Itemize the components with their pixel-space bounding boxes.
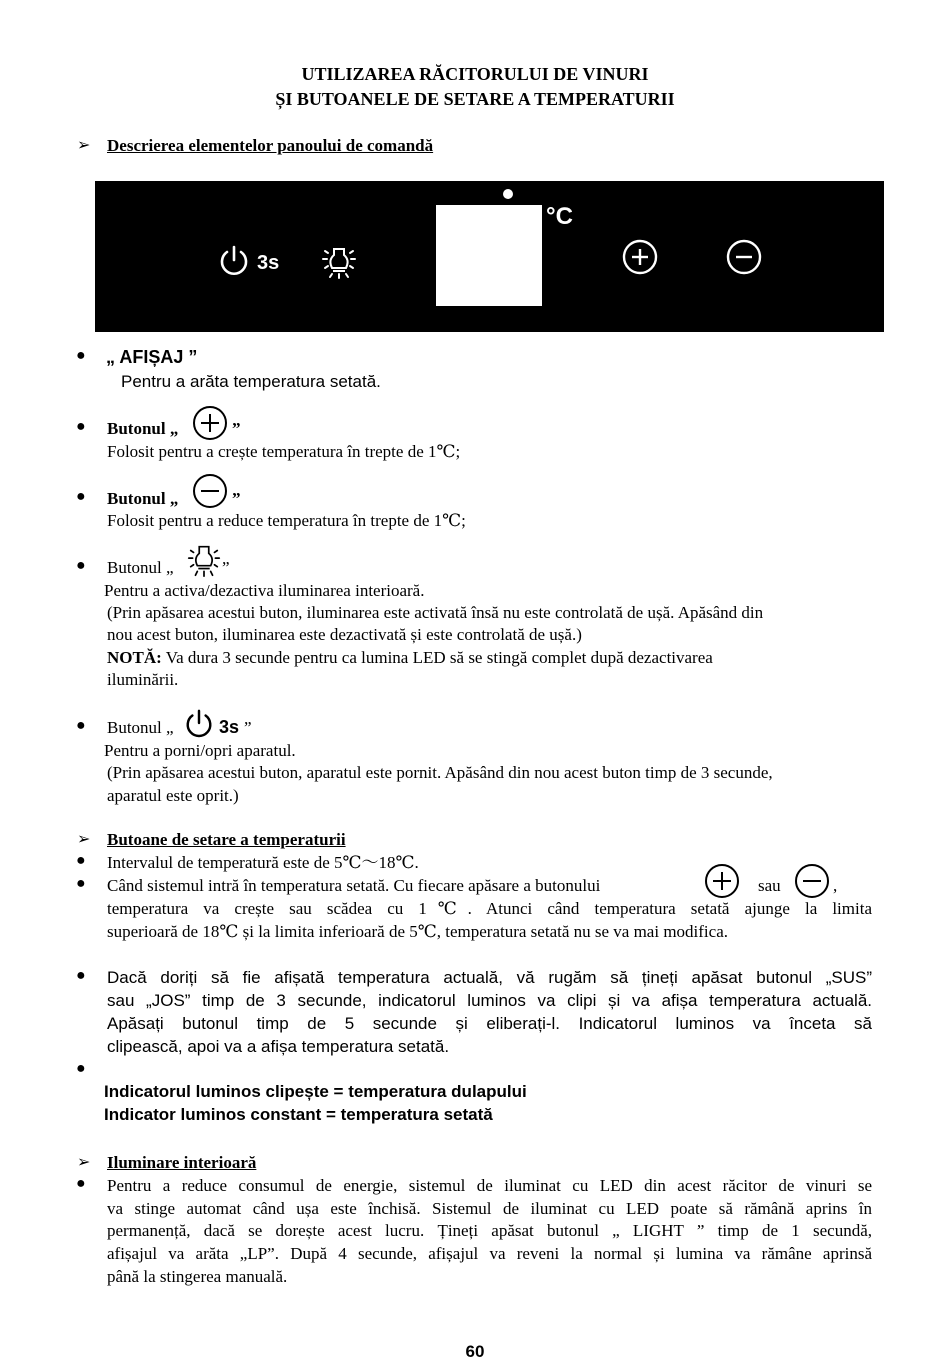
plus-icon	[191, 404, 229, 442]
display-item-desc: Pentru a arăta temperatura setată.	[121, 372, 381, 391]
bullet-icon: ●	[76, 852, 86, 869]
indicator-steady-text: Indicator luminos constant = temperatura setată	[104, 1105, 493, 1124]
minus-icon	[793, 862, 831, 900]
section-heading-temperature: Butoane de setare a temperaturii	[107, 830, 346, 849]
temp-step-comma: ,	[833, 876, 838, 895]
indicator-dot	[503, 189, 513, 199]
bullet-icon: ●	[76, 488, 86, 505]
page-number: 60	[465, 1342, 485, 1361]
temp-step-line2: temperatura va crește sau scădea cu 1℃. Atunci când temperatura setată ajunge la limita	[107, 899, 872, 918]
page-title-line2: ȘI BUTOANELE DE SETARE A TEMPERATURII	[275, 89, 675, 109]
section-heading-lighting: Iluminare interioară	[107, 1153, 257, 1172]
minus-item-label-prefix: Butonul „	[107, 489, 179, 508]
actual-temp-line4: clipească, apoi va a afișa temperatura setată.	[107, 1037, 450, 1056]
minus-icon	[191, 472, 229, 510]
power-3s-label: 3s	[257, 252, 280, 274]
light-item-desc2: (Prin apăsarea acestui buton, iluminarea este activată însă nu este controlată de ușă. Apăsând din	[107, 603, 764, 622]
power-item-label-suffix: ”	[244, 718, 252, 737]
plus-item-label-suffix: ”	[232, 419, 241, 438]
power-icon	[217, 244, 251, 278]
light-note-line1	[107, 646, 713, 669]
actual-temp-line2: sau „JOS” timp de 3 secunde, indicatorul luminos va clipi și va afișa temperatura actuală.	[107, 991, 872, 1010]
light-note-line2: iluminării.	[107, 670, 179, 689]
celsius-unit-label: °C	[546, 203, 573, 230]
plus-button[interactable]	[622, 239, 658, 275]
light-item-desc1: Pentru a activa/dezactiva iluminarea interioară.	[104, 581, 425, 600]
temp-step-sau: sau	[758, 876, 781, 895]
bullet-icon: ●	[76, 875, 86, 892]
section-heading-panel: Descrierea elementelor panoului de comandă	[107, 136, 434, 155]
indicator-blink-text: Indicatorul luminos clipește = temperatura dulapului	[104, 1082, 527, 1101]
lighting-line2: va stinge automat când ușa este închisă. Sistemul de iluminat cu LED poate să rămână aprins în	[107, 1199, 872, 1218]
control-panel	[95, 181, 884, 332]
arrow-bullet-icon: ➢	[77, 831, 91, 848]
bullet-icon: ●	[76, 418, 86, 435]
actual-temp-line1: Dacă doriți să fie afișată temperatura actuală, vă rugăm să țineți apăsat butonul „SUS”	[107, 968, 872, 987]
minus-item-label-suffix: ”	[232, 489, 241, 508]
arrow-bullet-icon: ➢	[77, 137, 91, 154]
light-item-desc3: nou acest buton, iluminarea este dezactivată și este controlată de ușă.)	[107, 625, 582, 644]
light-bulb-icon	[185, 540, 223, 580]
minus-item-desc: Folosit pentru a reduce temperatura în trepte de 1℃;	[107, 511, 466, 530]
lighting-line3: permanență, dacă se dorește acest lucru. Țineți apăsat butonul „ LIGHT ” timp de 1 secundă,	[107, 1221, 872, 1240]
bullet-icon: ●	[76, 347, 86, 364]
light-item-label-prefix: Butonul „	[107, 558, 174, 577]
plus-item-desc: Folosit pentru a crește temperatura în trepte de 1℃;	[107, 442, 461, 461]
light-bulb-icon	[319, 241, 359, 281]
lighting-line1: Pentru a reduce consumul de energie, sistemul de iluminat cu LED din acest răcitor de vinuri se	[107, 1176, 872, 1195]
actual-temp-line3: Apăsați butonul timp de 5 secunde și eliberați-l. Indicatorul luminos va înceta să	[107, 1014, 872, 1033]
power-item-label-prefix: Butonul „	[107, 718, 174, 737]
bullet-icon: ●	[76, 1175, 86, 1192]
temperature-display	[436, 205, 542, 306]
bullet-icon: ●	[76, 717, 86, 734]
power-item-desc2: (Prin apăsarea acestui buton, aparatul este pornit. Apăsând din nou acest buton timp de 3 secunde,	[107, 763, 773, 782]
power-item-label-3s: 3s	[219, 717, 240, 737]
bullet-icon: ●	[76, 967, 86, 984]
plus-item-label-prefix: Butonul „	[107, 419, 179, 438]
power-item-desc1: Pentru a porni/opri aparatul.	[104, 741, 296, 760]
temp-step-line1: Când sistemul intră în temperatura setată. Cu fiecare apăsare a butonului	[107, 876, 601, 895]
temp-range-text: Intervalul de temperatură este de 5℃～18℃.	[107, 853, 419, 872]
plus-icon	[703, 862, 741, 900]
power-icon	[183, 708, 215, 740]
lighting-line5: până la stingerea manuală.	[107, 1267, 288, 1286]
minus-button[interactable]	[726, 239, 762, 275]
temp-step-line3: superioară de 18℃ și la limita inferioară de 5℃, temperatura setată nu se va mai modifica.	[107, 922, 728, 941]
light-item-label-suffix: ”	[222, 558, 230, 577]
bullet-icon: ●	[76, 1060, 86, 1077]
note-text: Va dura 3 secunde pentru ca lumina LED să se stingă complet după dezactivarea	[161, 648, 713, 667]
note-label: NOTĂ:	[107, 648, 162, 667]
page-title-line1: UTILIZAREA RĂCITORULUI DE VINURI	[301, 64, 649, 84]
arrow-bullet-icon: ➢	[77, 1154, 91, 1171]
bullet-icon: ●	[76, 557, 86, 574]
power-item-desc3: aparatul este oprit.)	[107, 786, 239, 805]
display-item-label: „ AFIȘAJ ”	[106, 347, 198, 367]
lighting-line4: afișajul va arăta „LP”. După 4 secunde, afișajul va reveni la normal și lumina va rămâne aprinsă	[107, 1244, 872, 1263]
